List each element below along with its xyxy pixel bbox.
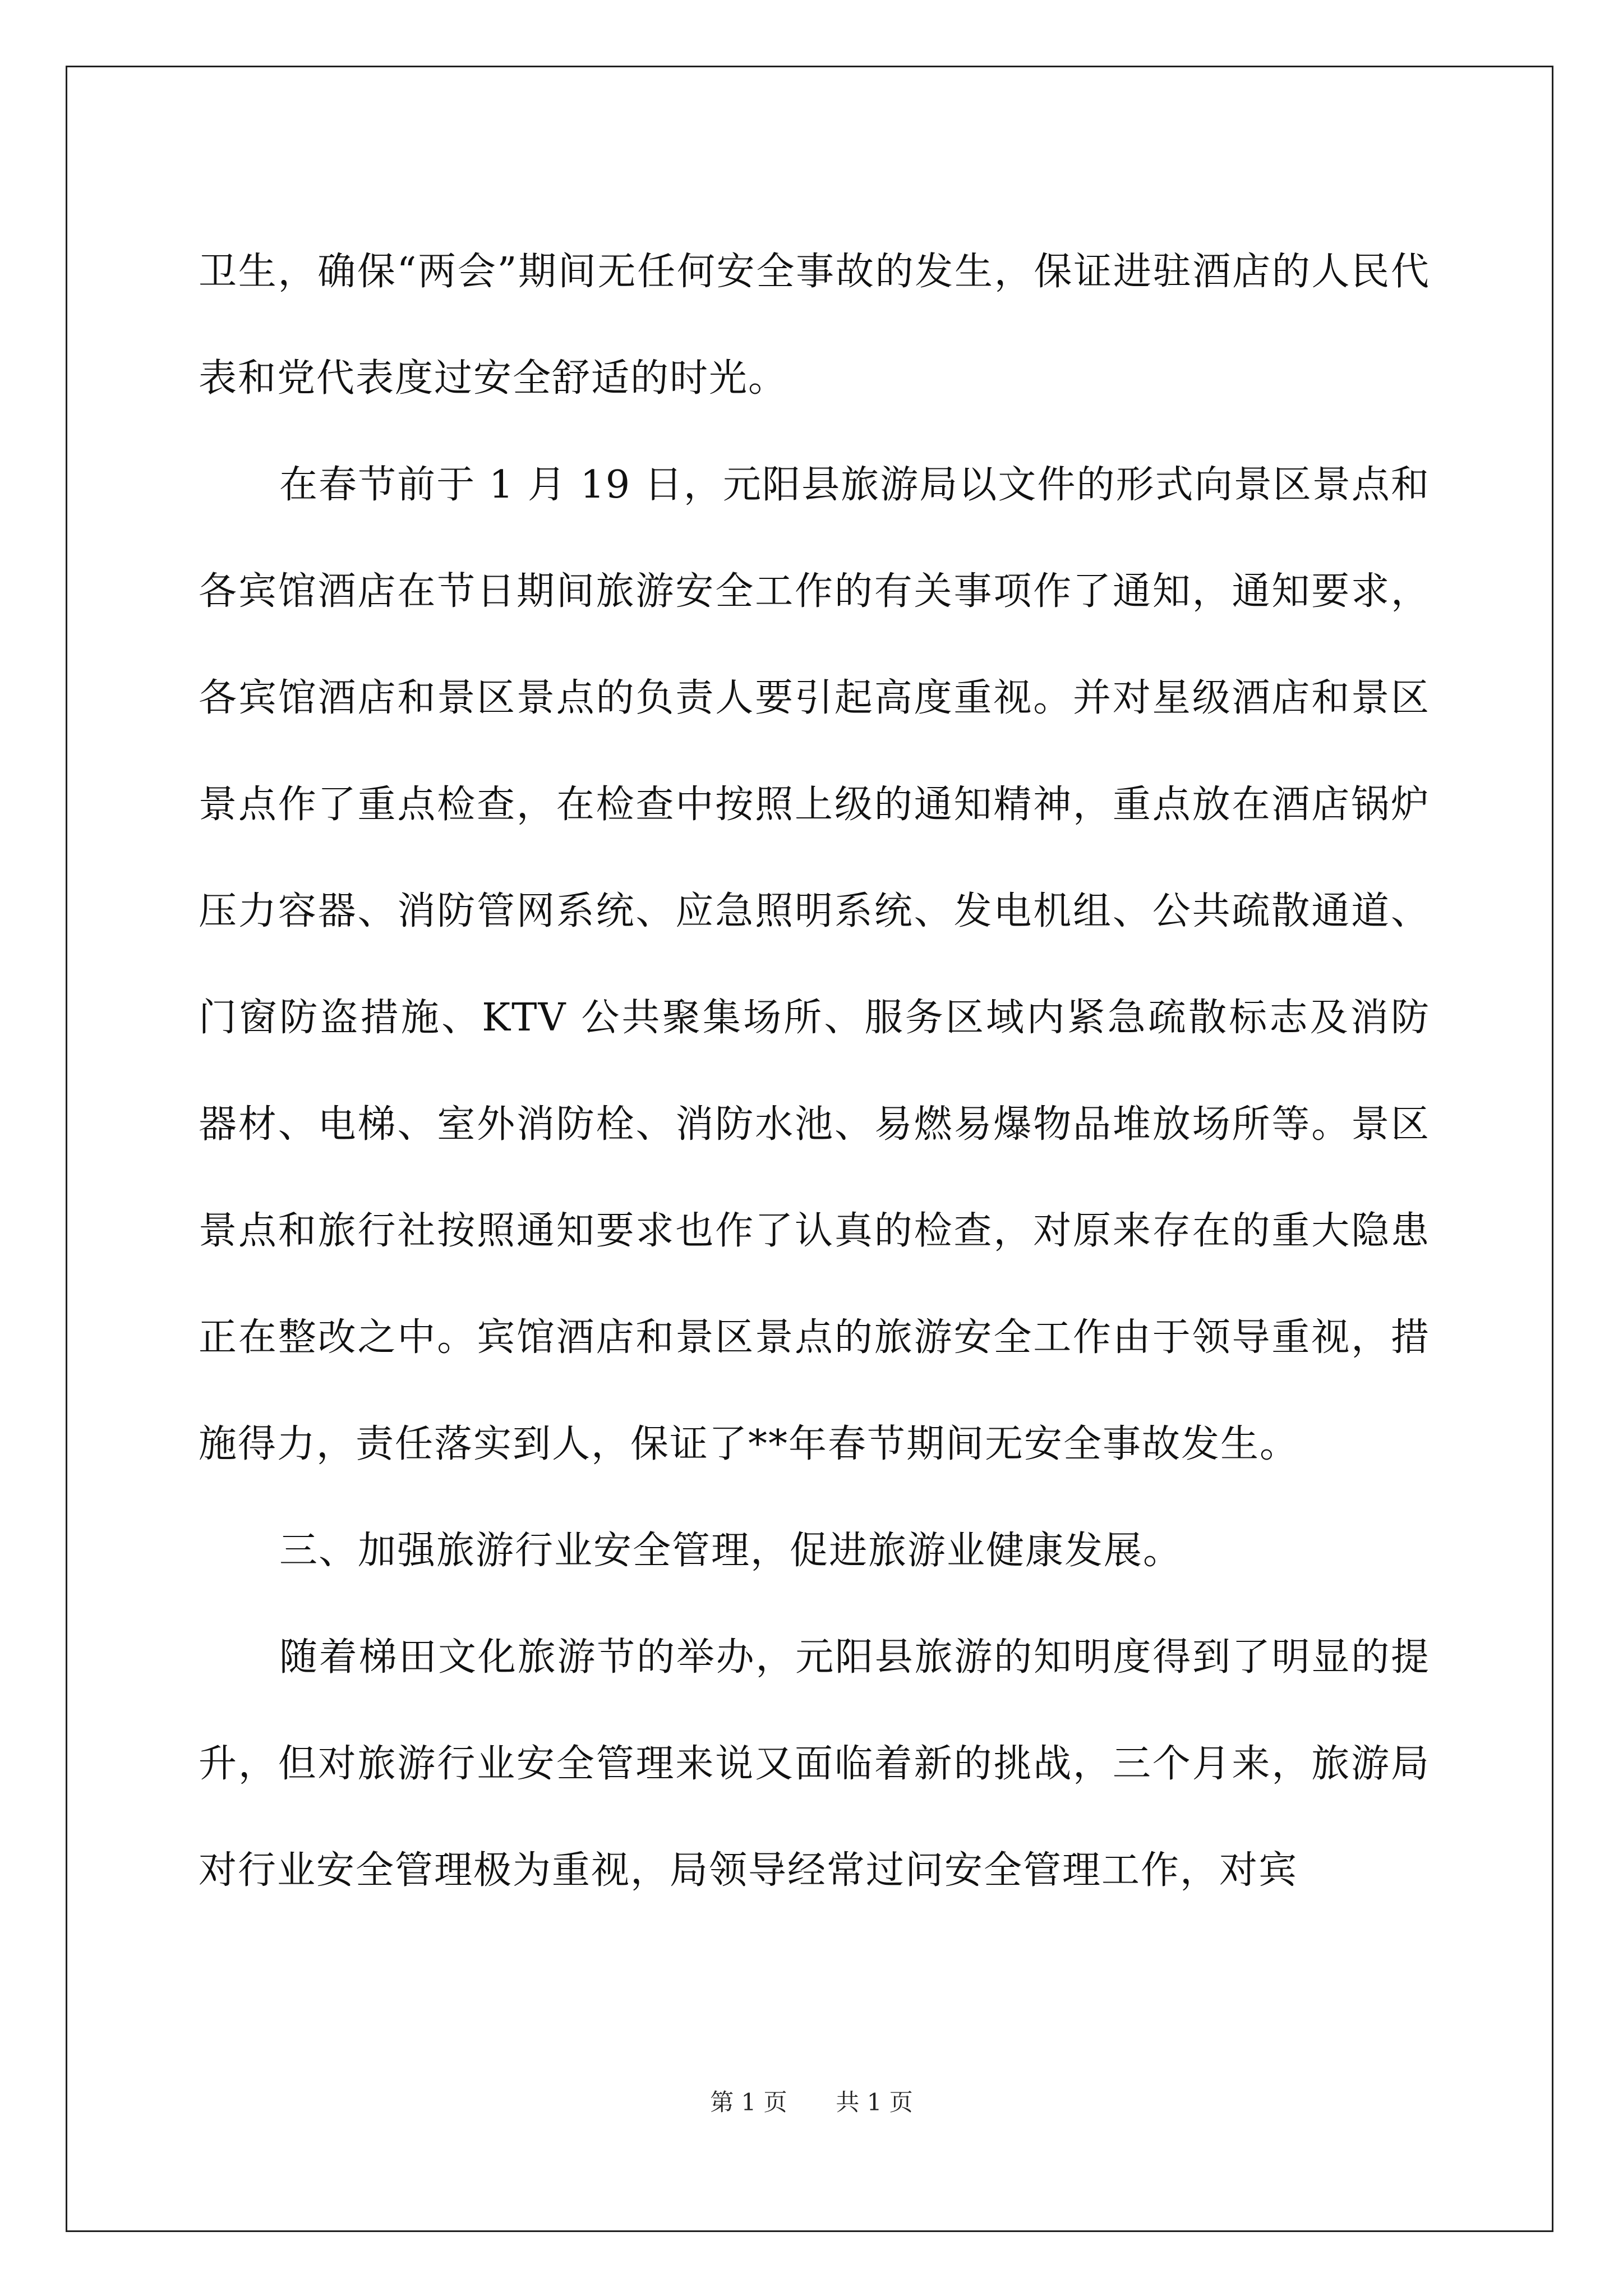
page-number: 第 1 页 <box>710 2088 787 2116</box>
page-footer <box>0 2086 1623 2119</box>
page-total: 共 1 页 <box>836 2088 913 2116</box>
paragraph-3-heading: 三、加强旅游行业安全管理，促进旅游业健康发展。 <box>279 1529 1183 1573</box>
paragraph-1: 卫生，确保“两会”期间无任何安全事故的发生，保证进驻酒店的人民代表和党代表度过安全舒适的时光。 <box>199 250 1430 401</box>
paragraph-2: 在春节前于 1 月 19 日，元阳县旅游局以文件的形式向景区景点和各宾馆酒店在节日期间旅游安全工作的有关事项作了通知，通知要求，各宾馆酒店和景区景点的负责人要引起高度重视。并对星级酒店和景区景点作了重点检查，在检查中按照上级的通知精神，重点放在酒店锅炉压力容器、消防管网系统、应急照明系统、发电机组、公共疏散通道、门窗防盗措施、KTV 公共聚集场所、服务区域内紧急疏散标志及消防器材、电梯、室外消防栓、消防水池、易燃易爆物品堆放场所等。景区景点和旅行社按照通知要求也作了认真的检查，对原来存在的重大隐患正在整改之中。宾馆酒店和景区景点的旅游安全工作由于领导重视，措施得力，责任落实到人，保证了**年春节期间无安全事故发生。 <box>199 463 1430 1466</box>
paragraph-4: 随着梯田文化旅游节的举办，元阳县旅游的知明度得到了明显的提升，但对旅游行业安全管理来说又面临着新的挑战，三个月来，旅游局对行业安全管理极为重视，局领导经常过问安全管理工作，对宾 <box>199 1635 1430 1893</box>
document-body <box>199 219 1430 1924</box>
